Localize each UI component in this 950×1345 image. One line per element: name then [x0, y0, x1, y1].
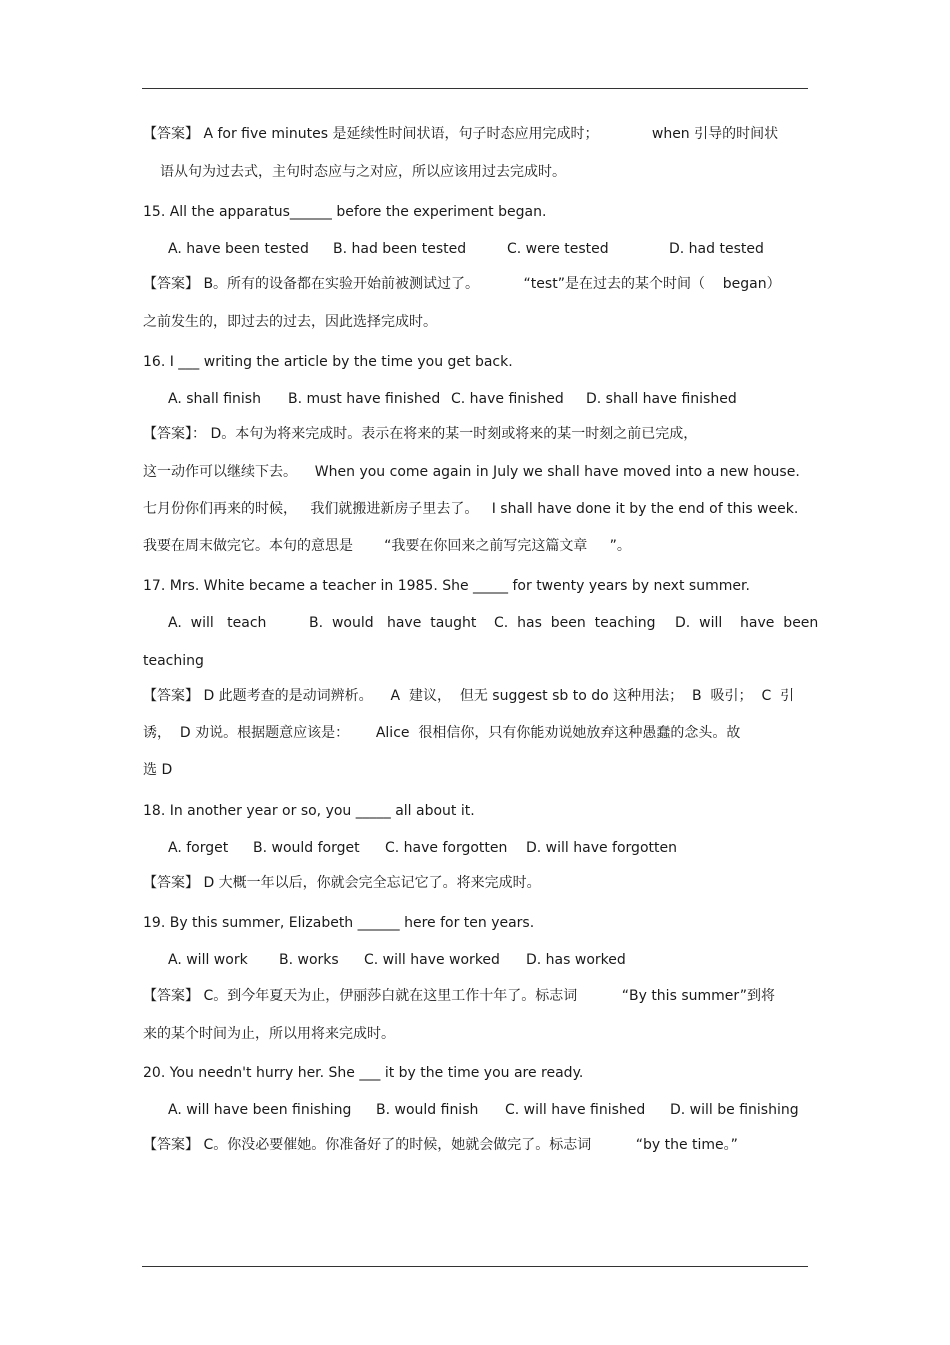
q18-answer-line1: 【答案】 D 大概一年以后，你就会完全忘记它了。将来完成时。	[143, 875, 541, 891]
q19-option-c: C. will have worked	[364, 952, 500, 968]
q19-question: 19. By this summer, Elizabeth ______ here for ten years.	[143, 915, 535, 931]
q17-question: 17. Mrs. White became a teacher in 1985. She _____ for twenty years by next summer.	[143, 578, 750, 594]
q14-answer-line1: 【答案】 A for five minutes 是延续性时间状语，句子时态应用完成时； when 引导的时间状	[143, 126, 779, 142]
q16-question: 16. I ___ writing the article by the time you get back.	[143, 354, 513, 370]
q19-answer-line2: 来的某个时间为止，所以用将来完成时。	[143, 1026, 395, 1042]
q16-option-c: C. have finished	[451, 391, 564, 407]
q20-option-a: A. will have been finishing	[168, 1102, 352, 1118]
q20-option-c: C. will have finished	[505, 1102, 646, 1118]
q14-answer-line2: 语从句为过去式，主句时态应与之对应，所以应该用过去完成时。	[160, 164, 566, 180]
q20-option-d: D. will be finishing	[670, 1102, 799, 1118]
q17-option-b: B. would have taught	[309, 615, 477, 631]
q15-answer-line1: 【答案】 B。所有的设备都在实验开始前被测试过了。 “test”是在过去的某个时间（ began）	[143, 276, 781, 292]
q16-option-a: A. shall finish	[168, 391, 261, 407]
q17-option-d-wrap: teaching	[143, 653, 204, 669]
footer-rule	[142, 1266, 808, 1267]
q17-answer-line3: 选 D	[143, 762, 173, 778]
q15-option-b: B. had been tested	[333, 241, 467, 257]
q17-option-a: A. will teach	[168, 615, 267, 631]
q15-answer-line2: 之前发生的，即过去的过去，因此选择完成时。	[143, 314, 437, 330]
q16-answer-line4: 我要在周末做完它。本句的意思是 “我要在你回来之前写完这篇文章 ”。	[143, 538, 631, 554]
q15-question: 15. All the apparatus______ before the experiment began.	[143, 204, 547, 220]
q17-option-c: C. has been teaching	[494, 615, 656, 631]
q20-answer-line1: 【答案】 C。你没必要催她。你准备好了的时候，她就会做完了。标志词 “by the time。”	[143, 1137, 738, 1153]
q16-answer-line3: 七月份你们再来的时候， 我们就搬进新房子里去了。 I shall have done it by the end of this week.	[143, 501, 799, 517]
header-rule	[142, 88, 808, 89]
q18-option-b: B. would forget	[253, 840, 360, 856]
q16-answer-line2: 这一动作可以继续下去。 When you come again in July we shall have moved into a new house.	[143, 464, 800, 480]
q20-question: 20. You needn't hurry her. She ___ it by the time you are ready.	[143, 1065, 584, 1081]
q20-option-b: B. would finish	[376, 1102, 479, 1118]
q18-option-a: A. forget	[168, 840, 229, 856]
q18-option-c: C. have forgotten	[385, 840, 508, 856]
q19-answer-line1: 【答案】 C。到今年夏天为止，伊丽莎白就在这里工作十年了。标志词 “By this summer”到将	[143, 988, 775, 1004]
q17-answer-line2: 诱， D 劝说。根据题意应该是： Alice 很相信你，只有你能劝说她放弃这种愚蠢的念头。故	[143, 725, 741, 741]
q18-option-d: D. will have forgotten	[526, 840, 677, 856]
q16-option-d: D. shall have finished	[586, 391, 737, 407]
q15-option-a: A. have been tested	[168, 241, 309, 257]
q15-option-d: D. had tested	[669, 241, 764, 257]
q19-option-d: D. has worked	[526, 952, 626, 968]
q19-option-b: B. works	[279, 952, 339, 968]
q17-option-d: D. will have been	[675, 615, 819, 631]
q17-answer-line1: 【答案】 D 此题考查的是动词辨析。 A 建议， 但无 suggest sb to do 这种用法； B 吸引； C 引	[143, 688, 795, 704]
q16-answer-line1: 【答案】： D。本句为将来完成时。表示在将来的某一时刻或将来的某一时刻之前已完成，	[143, 426, 698, 442]
q15-option-c: C. were tested	[507, 241, 609, 257]
q19-option-a: A. will work	[168, 952, 248, 968]
q18-question: 18. In another year or so, you _____ all about it.	[143, 803, 475, 819]
q16-option-b: B. must have finished	[288, 391, 441, 407]
